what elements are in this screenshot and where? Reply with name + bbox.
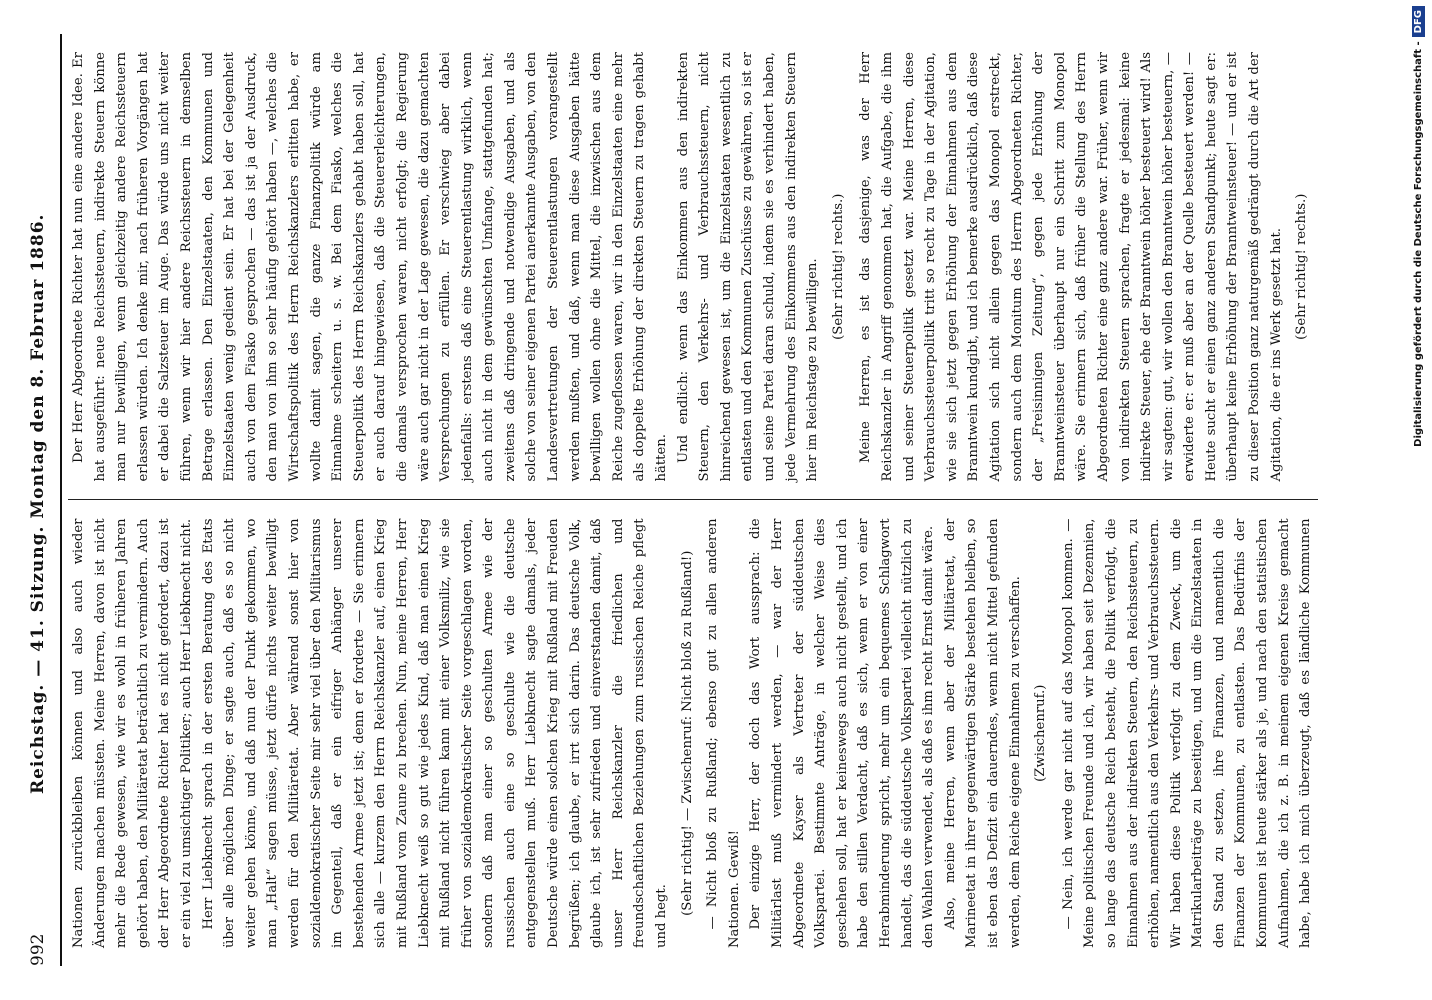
page-header: [28, 34, 62, 966]
text-columns: [68, 34, 1318, 966]
paragraph: (Sehr richtig! rechts.): [830, 193, 846, 340]
page-number: 992: [28, 933, 48, 966]
paragraph: (Sehr richtig! rechts.): [1294, 193, 1310, 340]
paragraph: Also, meine Herren, wenn aber der Militäretat, der Marineetat in ihrer gegenwärtigen Stärke bestehen bleiben, so ist eben das Defizit ein dauerndes, wenn nicht Mittel gefunden werden, dem Reiche eigene Einnahmen zu verschaffen.: [942, 518, 1023, 948]
paragraph: (Zwischenruf.): [1033, 684, 1049, 782]
footer-credit: Digitalisierung gefördert durch die Deutsche Forschungsgemeinschaft -: [1413, 41, 1424, 447]
paragraph: Nationen zurückbleiben können und also auch wieder Änderungen machen müssten. Meine Herren, davon ist nicht mehr die Rede gewesen, wie wir es wohl in früheren Jahren gehört haben, den Militäretat beträchtlich zu vermindern. Auch der Herr Abgeordnete Richter hat es nicht gefordert, dazu ist er ein viel zu umsichtiger Politiker; auch Herr Liebknecht nicht.: [71, 518, 194, 948]
paragraph: Und endlich: wenn das Einkommen aus den indirekten Steuern, den Verkehrs- und Verbrauchssteuern, nicht hinreichend gewesen ist, um die Einzelstaaten wesentlich zu entlasten und den Kommunen Zuschüsse zu gewähren, so ist er und seine Partei daran schuld, indem sie es verhindert haben, jede Vermehrung des Einkommens aus den indirekten Steuern hier im Reichstage zu bewilligen.: [675, 52, 821, 482]
page-title: Reichstag. — 41. Sitzung. Montag den 8. Februar 1886.: [28, 213, 48, 795]
paragraph: — Nein, ich werde gar nicht auf das Monopol kommen. — Meine politischen Freunde und ich, wir haben seit Dezennien, so lange das deutsche Reich besteht, die Politik verfolgt, die Einnahmen aus der indirekten Steuern, den Reichssteuern, zu erhöhen, namentlich aus den Verkehrs- und Verbrauchssteuern. Wir haben diese Politik verfolgt zu dem Zweck, um die Matrikularbeiträge zu beseitigen, und um die Einzelstaaten in den Stand zu setzen, ihre Finanzen, und namentlich die Finanzen der Kommunen, zu entlasten. Das Bedürfnis der Kommunen ist heute stärker als je, und nach den statistischen Aufnahmen, die ich z. B. in meinem eigenen Kreise gemacht habe, habe ich mich überzeugt, daß es ländliche Kommunen: [1060, 518, 1314, 948]
paragraph: — Nicht bloß zu Rußland; ebenso gut zu allen anderen Nationen. Gewiß!: [705, 518, 742, 948]
digitization-footer: [1405, 0, 1432, 1000]
paragraph: Meine Herren, es ist das dasjenige, was der Herr Reichskanzler in Angriff genommen hat, die Aufgabe, die ihm und seiner Steuerpolitik gesetzt war. Meine Herren, diese Verbrauchssteuerpolitik tritt so recht zu Tage in der Agitation, wie sie sich jetzt gegen Erhöhung der Einnahmen aus dem Branntwein kundgibt, und ich bemerke ausdrücklich, daß diese Agitation sich nicht allein gegen das Monopol erstreckt, sondern auch dem Monitum des Herrn Abgeordneten Richter, der „Freisinnigen Zeitung“, gegen jede Erhöhung der Branntweinsteuer überhaupt nur ein Schritt zum Monopol wäre. Sie erinnern sich, daß früher die Stellung des Herrn Abgeordneten Richter eine ganz andere war. Früher, wenn wir von indirekten Steuern sprachen, fragte er jedesmal: keine indirekte Steuer, ehe der Branntwein höher besteuert wird! Als wir sagten: gut, wir wollen den Branntwein höher besteuern, — erwiderte er: er muß aber an der Quelle besteuert werden! — Heute sucht er einen ganz anderen Standpunkt; heute sagt er: überhaupt keine Erhöhung der Branntweinsteuer! — und er ist zu dieser Position ganz naturgemäß gedrängt durch die Art der Agitation, die er ins Werk gesetzt hat.: [858, 52, 1284, 482]
column-right: [68, 34, 1318, 501]
dfg-logo: DFG: [1412, 6, 1425, 37]
paragraph: Herr Liebknecht sprach in der ersten Beratung des Etats über alle möglichen Dinge; er sagte auch, daß es so nicht weiter gehen könne, und daß nun der Punkt gekommen, wo man „Halt“ sagen müsse, jetzt dürfe nichts weiter bewilligt werden für den Militäretat. Aber während sonst hier von sozialdemokratischer Seite mir sehr viel über den Militarismus im Gegenteil, daß er ein eifriger Anhänger unserer bestehenden Armee jetzt ist; denn er forderte — Sie erinnern sich alle — kurzem den Herrn Reichskanzler auf, einen Krieg mit Rußland vom Zaune zu brechen. Nun, meine Herren, Herr Liebknecht weiß so gut wie jedes Kind, daß man einen Krieg mit Rußland nicht führen kann mit einer Volksmiliz, wie sie früher von sozialdemokratischer Seite vorgeschlagen worden, sondern daß man einer so geschulten Armee wie der russischen auch eine so geschulte wie die deutsche entgegenstellen muß. Herr Liebknecht sagte damals, jeder Deutsche würde einen solchen Krieg mit Rußland mit Freuden begrüßen; ich glaube, er irrt sich darin. Das deutsche Volk, glaube ich, ist sehr zufrieden und einverstanden damit, daß unser Herr Reichskanzler die friedlichen und freundschaftlichen Beziehungen zum russischen Reiche pflegt und hegt.: [200, 518, 670, 948]
paragraph: Der Herr Abgeordnete Richter hat nun eine andere Idee. Er hat ausgeführt: neue Reichssteuern, indirekte Steuern könne man nur bewilligen, wenn gleichzeitig andere Reichssteuern erlassen würden. Ich denke mir, nach früheren Vorgängen hat er dabei die Salzsteuer im Auge. Das würde uns nicht weiter führen, wenn wir hier andere Reichssteuern in demselben Betrage erlassen. Den Einzelstaaten, den Kommunen und Einzelstaaten wenig gedient sein. Er hat bei der Gelegenheit auch von dem Fiasko gesprochen — das ist ja der Ausdruck, den man von ihm so sehr häufig gehört haben —, welches die Wirtschaftspolitik des Herrn Reichskanzlers erlitten habe, er wollte damit sagen, die ganze Finanzpolitik würde am Einnahme scheitern u. s. w. Bei dem Fiasko, welches die Steuerpolitik des Herrn Reichskanzlers gehabt haben soll, hat er auch darauf hingewiesen, daß die Steuererleichterungen, die damals versprochen waren, nicht erfolgt; die Regierung wäre auch gar nicht in der Lage gewesen, die dazu gemachten Versprechungen zu erfüllen. Er verschwieg aber dabei jedenfalls: erstens daß eine Steuerentlastung wirklich, wenn auch nicht in dem gewünschten Umfange, stattgefunden hat; zweitens daß dringende und notwendige Ausgaben, und als solche von seiner eigenen Partei anerkannte Ausgaben, von den Landesvertretungen der Steuerentlastungen vorangestellt werden mußten, und daß, wenn man diese Ausgaben hätte bewilligen wollen ohne die Mittel, die inzwischen aus dem Reiche zugeflossen waren, wir in den Einzelstaaten eine mehr als doppelte Erhöhung der direkten Steuern zu tragen gehabt hätten.: [71, 52, 670, 482]
column-left: [68, 501, 1318, 967]
paragraph: Der einzige Herr, der doch das Wort aussprach: die Militärlast muß vermindert werden, — war der Herr Abgeordnete Kayser als Vertreter der süddeutschen Volkspartei. Bestimmte Anträge, in welcher Weise dies geschehen soll, hat er keineswegs auch nicht gestellt, und ich habe den stillen Verdacht, daß es sich, wenn er von einer Herabminderung spricht, mehr um ein bequemes Schlagwort handelt, das die süddeutsche Volkspartei vielleicht nützlich zu den Wahlen verwendet, als daß es ihm recht Ernst damit wäre.: [748, 518, 937, 948]
paragraph: (Sehr richtig! — Zwischenruf: Nicht bloß zu Rußland!): [679, 550, 695, 916]
